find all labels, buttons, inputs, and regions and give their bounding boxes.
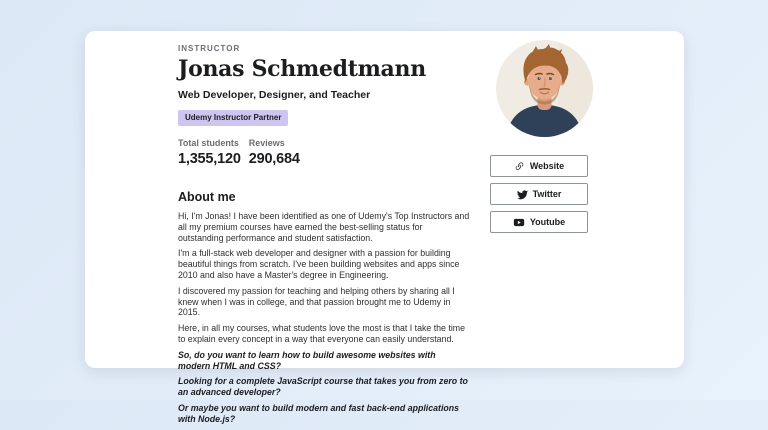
instructor-partner-badge: Udemy Instructor Partner	[178, 110, 288, 126]
twitter-button-label: Twitter	[532, 189, 562, 199]
link-icon	[514, 161, 525, 172]
about-paragraph: I'm a full-stack web developer and designer with a passion for building beautiful things from scratch. I've been building websites and apps since 2010 and also have a Master's degree in Engineering.	[178, 248, 460, 280]
youtube-button[interactable]	[490, 211, 588, 233]
about-emphasis-paragraph: Looking for a complete JavaScript course that takes you from zero to an advanced developer?	[178, 376, 468, 398]
instructor-name: Jonas Schmedtmann	[178, 56, 426, 82]
instructor-stats	[178, 138, 470, 167]
instructor-avatar	[496, 40, 593, 137]
instructor-headline: Web Developer, Designer, and Teacher	[178, 89, 371, 101]
social-links	[490, 155, 588, 239]
stat-total-students	[178, 138, 241, 167]
instructor-avatar-illustration	[496, 40, 593, 137]
about-paragraph: Here, in all my courses, what students love the most is that I take the time to explain every concept in a way that everyone can easily understand.	[178, 323, 466, 344]
stat-value: 1,355,120	[178, 151, 241, 167]
instructor-profile-card	[85, 31, 684, 424]
website-button[interactable]	[490, 155, 588, 177]
youtube-icon	[513, 217, 525, 228]
about-me-body	[178, 211, 470, 425]
website-button-label: Website	[529, 161, 565, 171]
stat-label: Reviews	[248, 138, 285, 148]
twitter-button[interactable]	[490, 183, 588, 205]
about-emphasis-paragraph: So, do you want to learn how to build awesome websites with modern HTML and CSS?	[178, 349, 436, 371]
stat-reviews	[249, 138, 300, 167]
stat-label: Total students	[178, 138, 239, 148]
about-emphasis-paragraph: Or maybe you want to build modern and fast back-end applications with Node.js?	[178, 402, 460, 424]
about-paragraph: I discovered my passion for teaching and helping others by sharing all I knew when I was in college, and that passion brought me to Udemy in 2015.	[178, 285, 455, 318]
twitter-icon	[517, 189, 528, 200]
instructor-eyebrow-label: INSTRUCTOR	[178, 44, 241, 53]
about-me-heading: About me	[178, 190, 236, 204]
stat-value: 290,684	[248, 151, 300, 167]
profile-info-column	[178, 44, 470, 430]
youtube-button-label: Youtube	[529, 217, 566, 227]
about-paragraph: Hi, I'm Jonas! I have been identified as one of Udemy's Top Instructors and all my premium courses have earned the best-selling status for outstanding performance and student satisfaction.	[178, 211, 470, 243]
